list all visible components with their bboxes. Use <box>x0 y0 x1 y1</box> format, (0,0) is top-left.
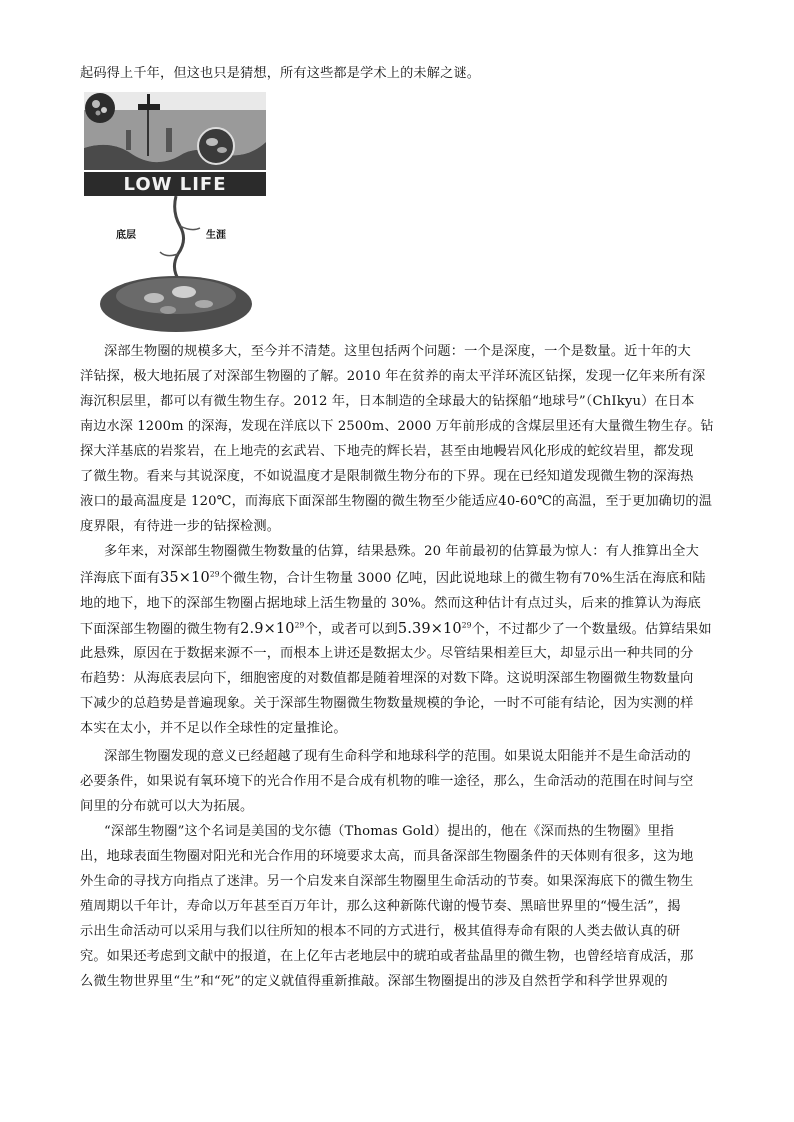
para2-line-2 <box>80 570 706 587</box>
para3-line-2: 必要条件，如果说有氧环境下的光合作用不是合成有机物的唯一途径，那么，生命活动的范围在时间与空 <box>80 774 694 789</box>
para3-line-3: 间里的分布就可以大为拓展。 <box>80 799 254 814</box>
para1-line-2: 洋钻探，极大地拓展了对深部生物圈的了解。2010 年在贫养的南太平洋环流区钻探，发现一亿年来所有深 <box>80 369 706 384</box>
exponent: 29 <box>461 620 472 630</box>
para2-line-1: 多年来，对深部生物圈微生物数量的估算，结果悬殊。20 年前最初的估算最为惊人：有人推算出全大 <box>104 544 699 559</box>
para1-line-8: 度界限，有待进一步的钻探检测。 <box>80 519 281 534</box>
para4-line-3: 外生命的寻找方向指点了迷津。另一个启发来自深部生物圈里生命活动的节奏。如果深海底下的微生物生 <box>80 874 694 889</box>
text-run: 个，不过都少了一个数量级。估算结果如 <box>471 622 712 637</box>
para1-line-4: 南边水深 1200m 的深海，发现在洋底以下 2500m、2000 万年前形成的含煤层里还有大量微生物生存。钻 <box>80 419 714 434</box>
exponent: 29 <box>209 569 220 579</box>
number-run: 35×10 <box>160 570 210 586</box>
illustration-graphic <box>84 92 266 332</box>
para2-line-3: 地的地下，地下的深部生物圈占据地球上活生物量的 30%。然而这种估计有点过头，后来的推算认为海底 <box>80 596 701 611</box>
para2-line-8: 本实在太小，并不足以作全球性的定量推论。 <box>80 721 347 736</box>
para2-line-5: 此悬殊，原因在于数据来源不一，而根本上讲还是数据太少。尽管结果相差巨大，却显示出一种共同的分 <box>80 646 694 661</box>
para2-line-6: 布趋势：从海底表层向下，细胞密度的对数值都是随着埋深的对数下降。这说明深部生物圈微生物数量向 <box>80 671 694 686</box>
para1-line-6: 了微生物。看来与其说深度，不如说温度才是限制微生物分布的下界。现在已经知道发现微生物的深海热 <box>80 469 694 484</box>
para4-line-2: 出，地球表面生物圈对阳光和光合作用的环境要求太高，而具备深部生物圈条件的天体则有很多，这为地 <box>80 849 694 864</box>
para1-line-1: 深部生物圈的规模多大，至今并不清楚。这里包括两个问题：一个是深度，一个是数量。近十年的大 <box>104 344 691 359</box>
para4-line-7: 么微生物世界里“生”和“死”的定义就值得重新推敲。深部生物圈提出的涉及自然哲学和科学世界观的 <box>80 974 668 989</box>
opening-line: 起码得上千年，但这也只是猜想，所有这些都是学术上的未解之谜。 <box>80 66 481 81</box>
para1-line-5: 探大洋基底的岩浆岩，在上地壳的玄武岩、下地壳的辉长岩，甚至由地幔岩风化形成的蛇纹岩里，都发现 <box>80 444 694 459</box>
para4-line-5: 示出生命活动可以采用与我们以往所知的根本不同的方式进行，极其值得寿命有限的人类去做认真的研 <box>80 924 681 939</box>
text-run: 下面深部生物圈的微生物有 <box>80 622 241 637</box>
para1-line-7: 液口的最高温度是 120℃，而海底下面深部生物圈的微生物至少能适应40-60℃的高温，至于更加确切的温 <box>80 494 713 509</box>
number-run: 2.9×10 <box>240 621 295 637</box>
text-run: 个微生物，合计生物量 3000 亿吨，因此说地球上的微生物有70%生活在海底和陆 <box>219 571 706 586</box>
low-life-illustration <box>84 92 266 332</box>
number-run: 5.39×10 <box>397 621 462 637</box>
para3-line-1: 深部生物圈发现的意义已经超越了现有生命科学和地球科学的范围。如果说太阳能并不是生命活动的 <box>104 749 691 764</box>
text-run: 洋海底下面有 <box>80 571 161 586</box>
para4-line-6: 究。如果还考虑到文献中的报道，在上亿年古老地层中的琥珀或者盐晶里的微生物，也曾经培育成活，那 <box>80 949 694 964</box>
para4-line-1: “深部生物圈”这个名词是美国的戈尔德（Thomas Gold）提出的，他在《深而热的生物圈》里指 <box>104 824 674 839</box>
figure-label-left: 底层 <box>116 230 136 241</box>
banner-text: LOW LIFE <box>123 174 227 195</box>
figure-label-right: 生涯 <box>206 230 226 241</box>
text-run: 个，或者可以到 <box>304 622 398 637</box>
para2-line-4 <box>80 621 712 638</box>
para4-line-4: 殖周期以千年计，寿命以万年甚至百万年计，那么这种新陈代谢的慢节奏、黑暗世界里的“慢生活”，揭 <box>80 899 681 914</box>
para1-line-3: 海沉积层里，都可以有微生物生存。2012 年，日本制造的全球最大的钻探船“地球号”（ChIkyu）在日本 <box>80 394 695 409</box>
exponent: 29 <box>294 620 305 630</box>
para2-line-7: 下减少的总趋势是普遍现象。关于深部生物圈微生物数量规模的争论，一时不可能有结论，因为实测的样 <box>80 696 694 711</box>
